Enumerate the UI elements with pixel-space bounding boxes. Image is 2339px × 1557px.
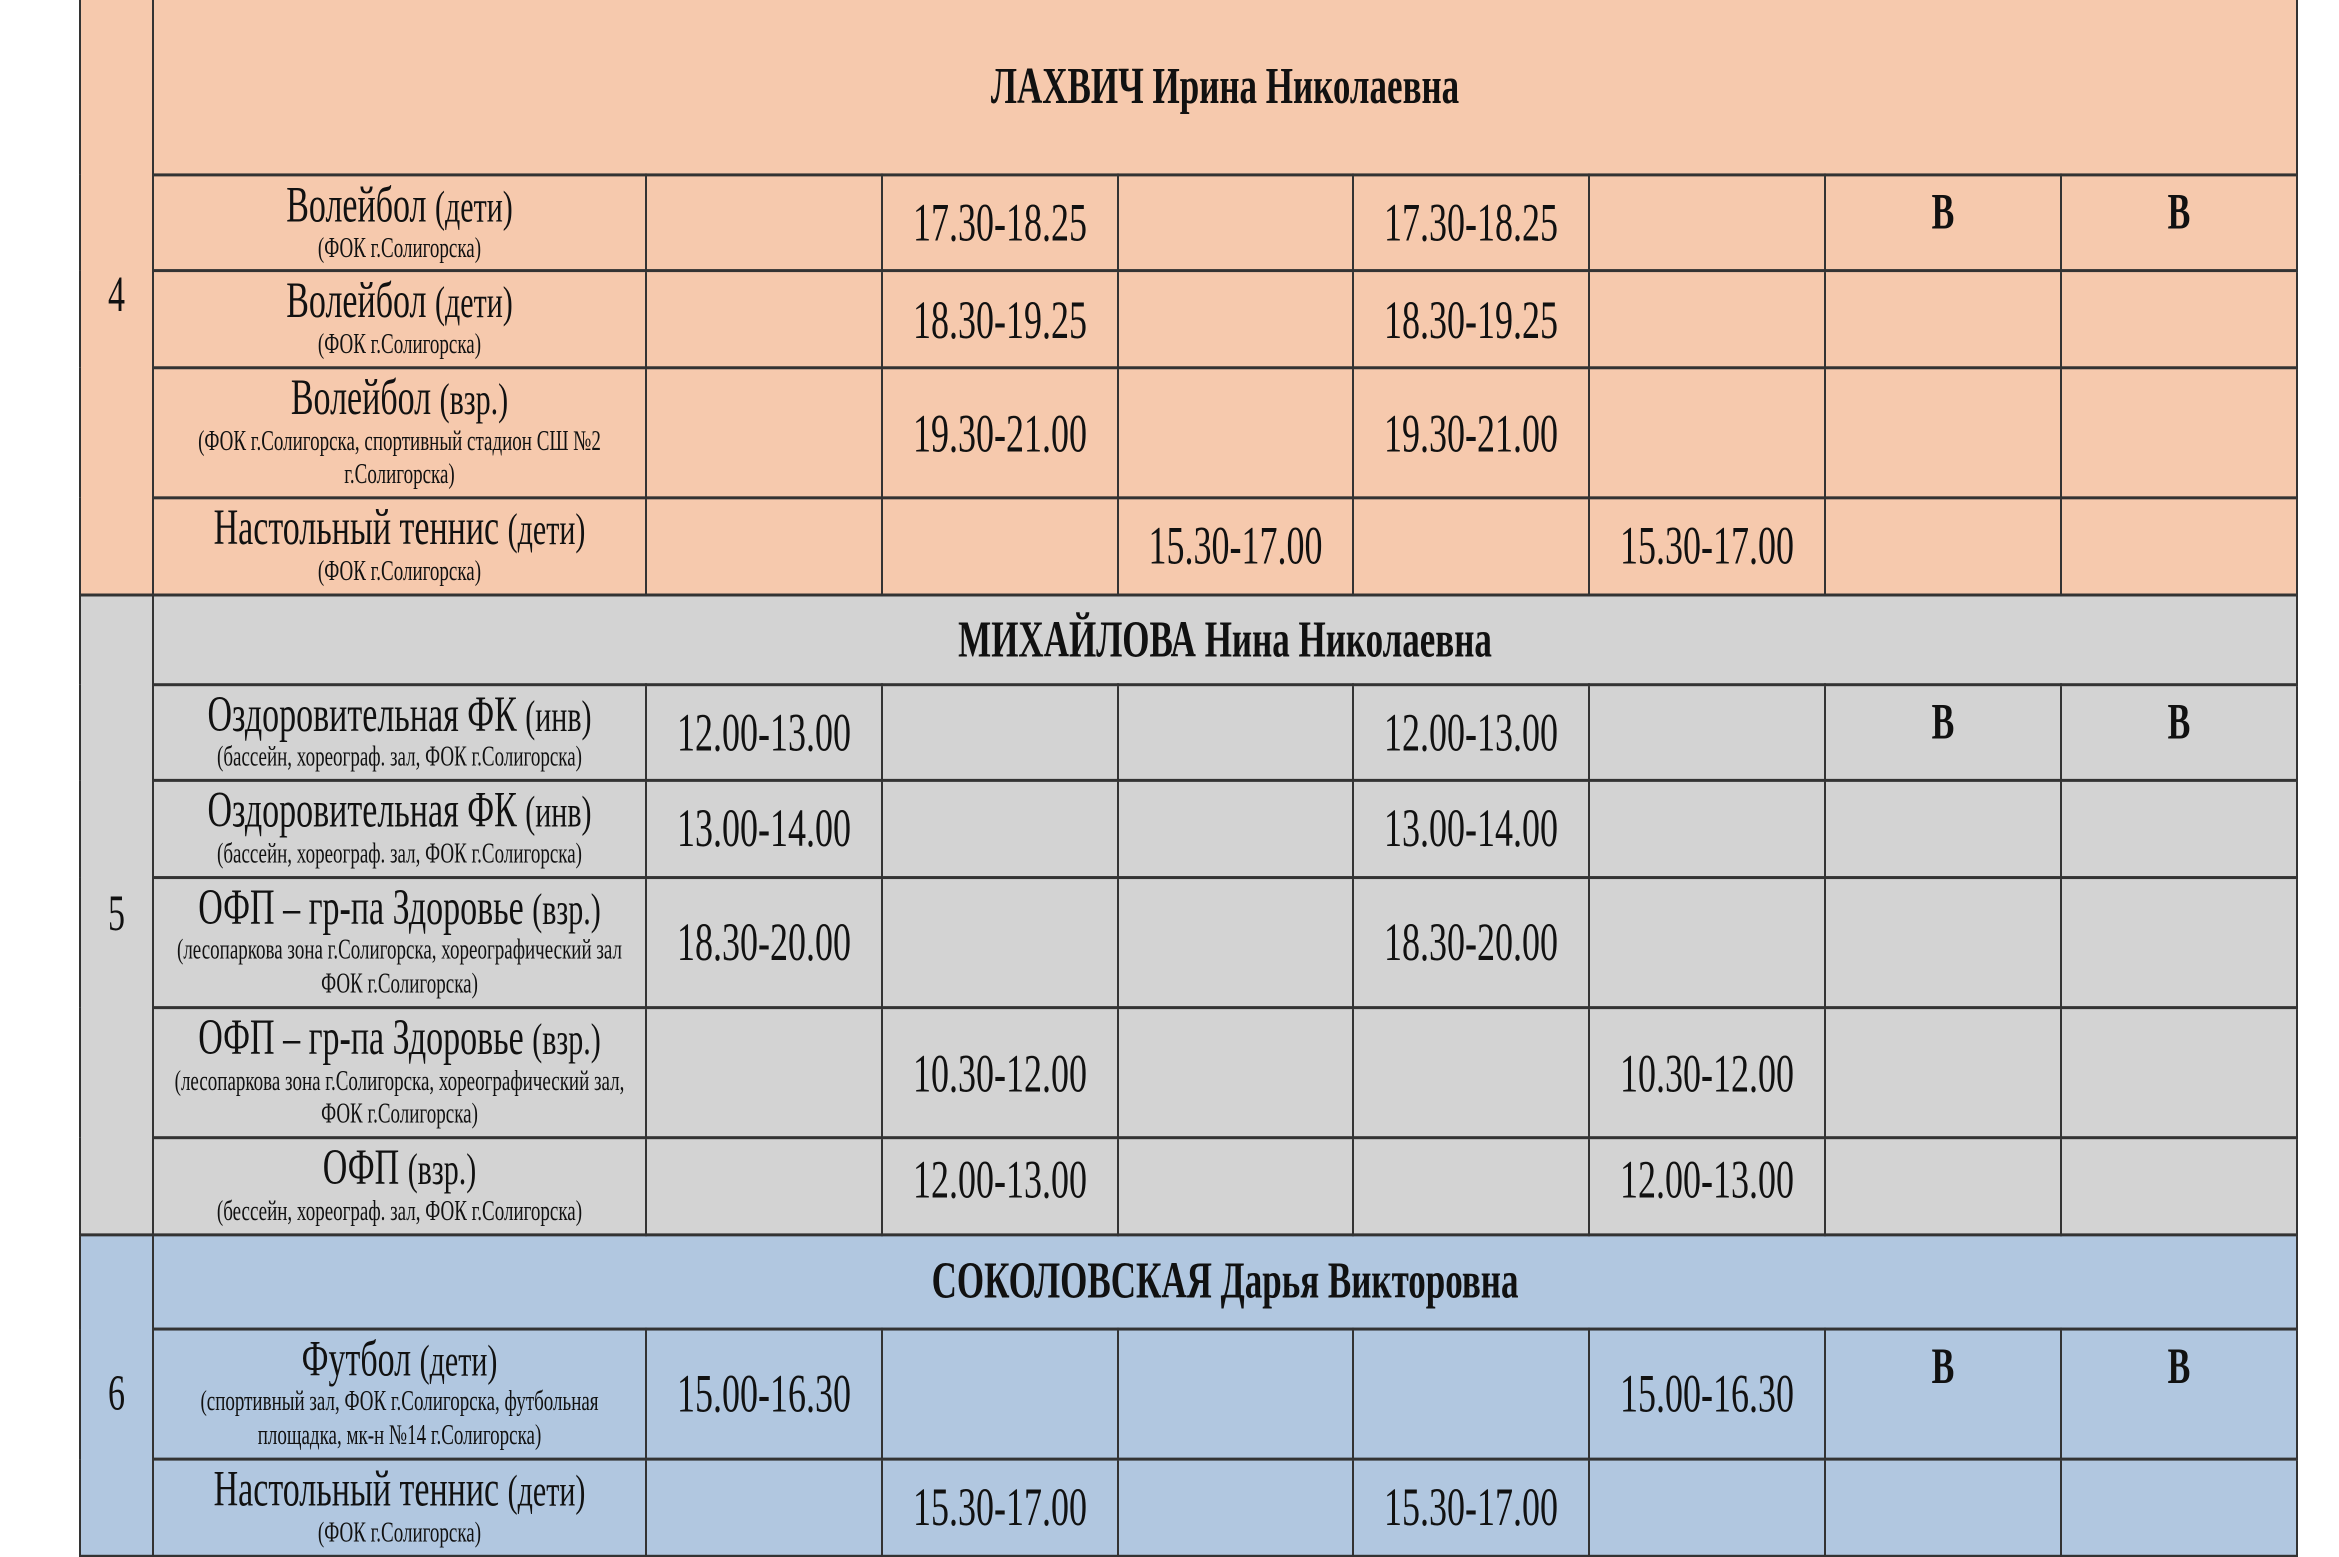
- activity-name: Оздоровительная ФК: [207, 687, 517, 743]
- saturday-cell: [1825, 877, 2061, 1007]
- activity-name: Оздоровительная ФК: [207, 783, 517, 840]
- activity-cell: [153, 368, 646, 498]
- coach-header-row: [80, 1234, 2297, 1328]
- monday-cell: [646, 1459, 882, 1555]
- activity-name: Волейбол: [290, 370, 432, 427]
- wednesday-cell: [1118, 1008, 1353, 1138]
- activity-name: Волейбол: [286, 274, 427, 330]
- coach-surname: ЛАХВИЧ: [990, 56, 1144, 116]
- activity-category: (дети): [435, 278, 513, 329]
- tuesday-cell: 19.30-21.00: [882, 368, 1118, 498]
- sunday-cell: В: [2061, 1329, 2297, 1459]
- friday-cell: 10.30-12.00: [1589, 1008, 1825, 1138]
- activity-cell: [153, 271, 646, 367]
- activity-name: ОФП – гр-па Здоровье: [198, 880, 524, 936]
- saturday-cell: [1825, 781, 2061, 877]
- activity-location: (ФОК г.Солигорска): [317, 556, 482, 588]
- monday-cell: [646, 271, 882, 367]
- thursday-cell: [1353, 498, 1589, 594]
- thursday-cell: 13.00-14.00: [1353, 781, 1589, 877]
- table-row: [80, 877, 2297, 1007]
- coach-given-name: Нина Николаевна: [1204, 609, 1492, 668]
- sunday-cell: [2061, 1459, 2297, 1555]
- activity-cell: [153, 1008, 646, 1138]
- tuesday-cell: [882, 498, 1118, 594]
- saturday-cell: [1825, 1008, 2061, 1138]
- table-row: [80, 1329, 2297, 1459]
- tuesday-cell: 10.30-12.00: [882, 1008, 1118, 1138]
- sunday-cell: [2061, 498, 2297, 594]
- thursday-cell: [1353, 1008, 1589, 1138]
- activity-location: (ФОК г.Солигорска): [317, 1516, 482, 1549]
- monday-cell: 13.00-14.00: [646, 781, 882, 877]
- coach-header-row: [80, 0, 2297, 175]
- activity-location: (лесопаркова зона г.Солигорска, хореографический зал, ФОК г.Солигорска): [174, 1065, 625, 1131]
- tuesday-cell: 15.30-17.00: [882, 1459, 1118, 1555]
- table-row: [80, 1008, 2297, 1138]
- wednesday-cell: [1118, 684, 1353, 780]
- monday-cell: [646, 1008, 882, 1138]
- coach-surname: СОКОЛОВСКАЯ: [931, 1251, 1212, 1310]
- activity-name: Волейбол: [286, 177, 427, 234]
- wednesday-cell: [1118, 175, 1353, 271]
- schedule-table: [79, 0, 2298, 1557]
- friday-cell: [1589, 877, 1825, 1007]
- wednesday-cell: [1118, 1459, 1353, 1555]
- friday-cell: 15.00-16.30: [1589, 1329, 1825, 1459]
- thursday-cell: [1353, 1138, 1589, 1234]
- activity-location: (бессейн, хореограф. зал, ФОК г.Солигорска): [216, 1195, 583, 1228]
- activity-name: ОФП: [322, 1141, 400, 1197]
- wednesday-cell: [1118, 368, 1353, 498]
- table-row: [80, 1138, 2297, 1234]
- activity-cell: [153, 498, 646, 594]
- activity-category: (дети): [507, 505, 586, 556]
- activity-location: (ФОК г.Солигорска): [317, 329, 482, 361]
- friday-cell: [1589, 1459, 1825, 1555]
- activity-cell: [153, 175, 646, 271]
- table-row: [80, 271, 2297, 367]
- sunday-cell: [2061, 877, 2297, 1007]
- tuesday-cell: 18.30-19.25: [882, 271, 1118, 367]
- activity-cell: [153, 684, 646, 780]
- sunday-cell: [2061, 368, 2297, 498]
- wednesday-cell: [1118, 781, 1353, 877]
- friday-cell: [1589, 175, 1825, 271]
- activity-cell: [153, 781, 646, 877]
- tuesday-cell: [882, 684, 1118, 780]
- sunday-cell: В: [2061, 684, 2297, 780]
- saturday-cell: [1825, 498, 2061, 594]
- saturday-cell: [1825, 1459, 2061, 1555]
- activity-category: (дети): [419, 1336, 498, 1386]
- tuesday-cell: [882, 877, 1118, 1007]
- coach-given-name: Ирина Николаевна: [1152, 56, 1460, 116]
- friday-cell: [1589, 271, 1825, 367]
- activity-category: (дети): [435, 182, 513, 232]
- sunday-cell: [2061, 1138, 2297, 1234]
- monday-cell: 15.00-16.30: [646, 1329, 882, 1459]
- friday-cell: 12.00-13.00: [1589, 1138, 1825, 1234]
- schedule-page: [79, 0, 2288, 1557]
- table-row: [80, 368, 2297, 498]
- activity-location: (ФОК г.Солигорска): [317, 232, 482, 265]
- table-row: [80, 498, 2297, 594]
- activity-name: Настольный теннис: [213, 1462, 500, 1518]
- activity-category: (взр.): [407, 1145, 477, 1195]
- table-row: [80, 175, 2297, 271]
- monday-cell: [646, 498, 882, 594]
- monday-cell: [646, 1138, 882, 1234]
- tuesday-cell: 12.00-13.00: [882, 1138, 1118, 1234]
- table-row: [80, 781, 2297, 877]
- saturday-cell: В: [1825, 175, 2061, 271]
- coach-group-6: [80, 1234, 2297, 1555]
- sunday-cell: В: [2061, 175, 2297, 271]
- activity-category: (взр.): [439, 375, 509, 425]
- thursday-cell: 19.30-21.00: [1353, 368, 1589, 498]
- activity-location: (спортивный зал, ФОК г.Солигорска, футбольная площадка, мк-н №14 г.Солигорска): [200, 1386, 599, 1452]
- thursday-cell: 15.30-17.00: [1353, 1459, 1589, 1555]
- saturday-cell: [1825, 368, 2061, 498]
- tuesday-cell: [882, 781, 1118, 877]
- activity-location: (бассейн, хореограф. зал, ФОК г.Солигорска): [217, 838, 582, 870]
- saturday-cell: [1825, 271, 2061, 367]
- wednesday-cell: [1118, 877, 1353, 1007]
- coach-name: [153, 1234, 2297, 1328]
- tuesday-cell: 17.30-18.25: [882, 175, 1118, 271]
- thursday-cell: 12.00-13.00: [1353, 684, 1589, 780]
- activity-name: Настольный теннис: [213, 501, 500, 557]
- coach-surname: МИХАЙЛОВА: [958, 609, 1196, 668]
- saturday-cell: В: [1825, 684, 2061, 780]
- group-number: 5: [80, 595, 153, 1235]
- activity-location: (ФОК г.Солигорска, спортивный стадион СШ №2 г.Солигорска): [198, 425, 601, 492]
- coach-header-row: [80, 595, 2297, 685]
- friday-cell: [1589, 368, 1825, 498]
- coach-name: [153, 595, 2297, 685]
- activity-category: (инв): [525, 788, 592, 838]
- saturday-cell: [1825, 1138, 2061, 1234]
- activity-name: Футбол: [301, 1331, 412, 1387]
- coach-name: [153, 0, 2297, 175]
- monday-cell: [646, 175, 882, 271]
- tuesday-cell: [882, 1329, 1118, 1459]
- activity-category: (взр.): [532, 884, 601, 934]
- sunday-cell: [2061, 1008, 2297, 1138]
- activity-cell: [153, 1459, 646, 1555]
- coach-given-name: Дарья Викторовна: [1220, 1251, 1519, 1310]
- thursday-cell: 17.30-18.25: [1353, 175, 1589, 271]
- group-number: 4: [80, 0, 153, 595]
- friday-cell: [1589, 781, 1825, 877]
- activity-location: (бассейн, хореограф. зал, ФОК г.Солигорска): [217, 742, 582, 774]
- activity-name: ОФП – гр-па Здоровье: [198, 1010, 524, 1066]
- activity-category: (взр.): [532, 1015, 601, 1065]
- monday-cell: 12.00-13.00: [646, 684, 882, 780]
- wednesday-cell: [1118, 1329, 1353, 1459]
- activity-location: (лесопаркова зона г.Солигорска, хореографический зал ФОК г.Солигорска): [177, 934, 622, 1001]
- friday-cell: [1589, 684, 1825, 780]
- group-number: 6: [80, 1234, 153, 1555]
- monday-cell: [646, 368, 882, 498]
- table-row: [80, 1459, 2297, 1555]
- saturday-cell: В: [1825, 1329, 2061, 1459]
- wednesday-cell: [1118, 271, 1353, 367]
- sunday-cell: [2061, 271, 2297, 367]
- sunday-cell: [2061, 781, 2297, 877]
- activity-category: (инв): [525, 691, 592, 742]
- thursday-cell: 18.30-20.00: [1353, 877, 1589, 1007]
- wednesday-cell: 15.30-17.00: [1118, 498, 1353, 594]
- friday-cell: 15.30-17.00: [1589, 498, 1825, 594]
- wednesday-cell: [1118, 1138, 1353, 1234]
- coach-group-5: [80, 595, 2297, 1235]
- thursday-cell: [1353, 1329, 1589, 1459]
- activity-category: (дети): [507, 1466, 586, 1516]
- activity-cell: [153, 1138, 646, 1234]
- activity-cell: [153, 877, 646, 1007]
- table-row: [80, 684, 2297, 780]
- thursday-cell: 18.30-19.25: [1353, 271, 1589, 367]
- coach-group-4: [80, 0, 2297, 595]
- activity-cell: [153, 1329, 646, 1459]
- monday-cell: 18.30-20.00: [646, 877, 882, 1007]
